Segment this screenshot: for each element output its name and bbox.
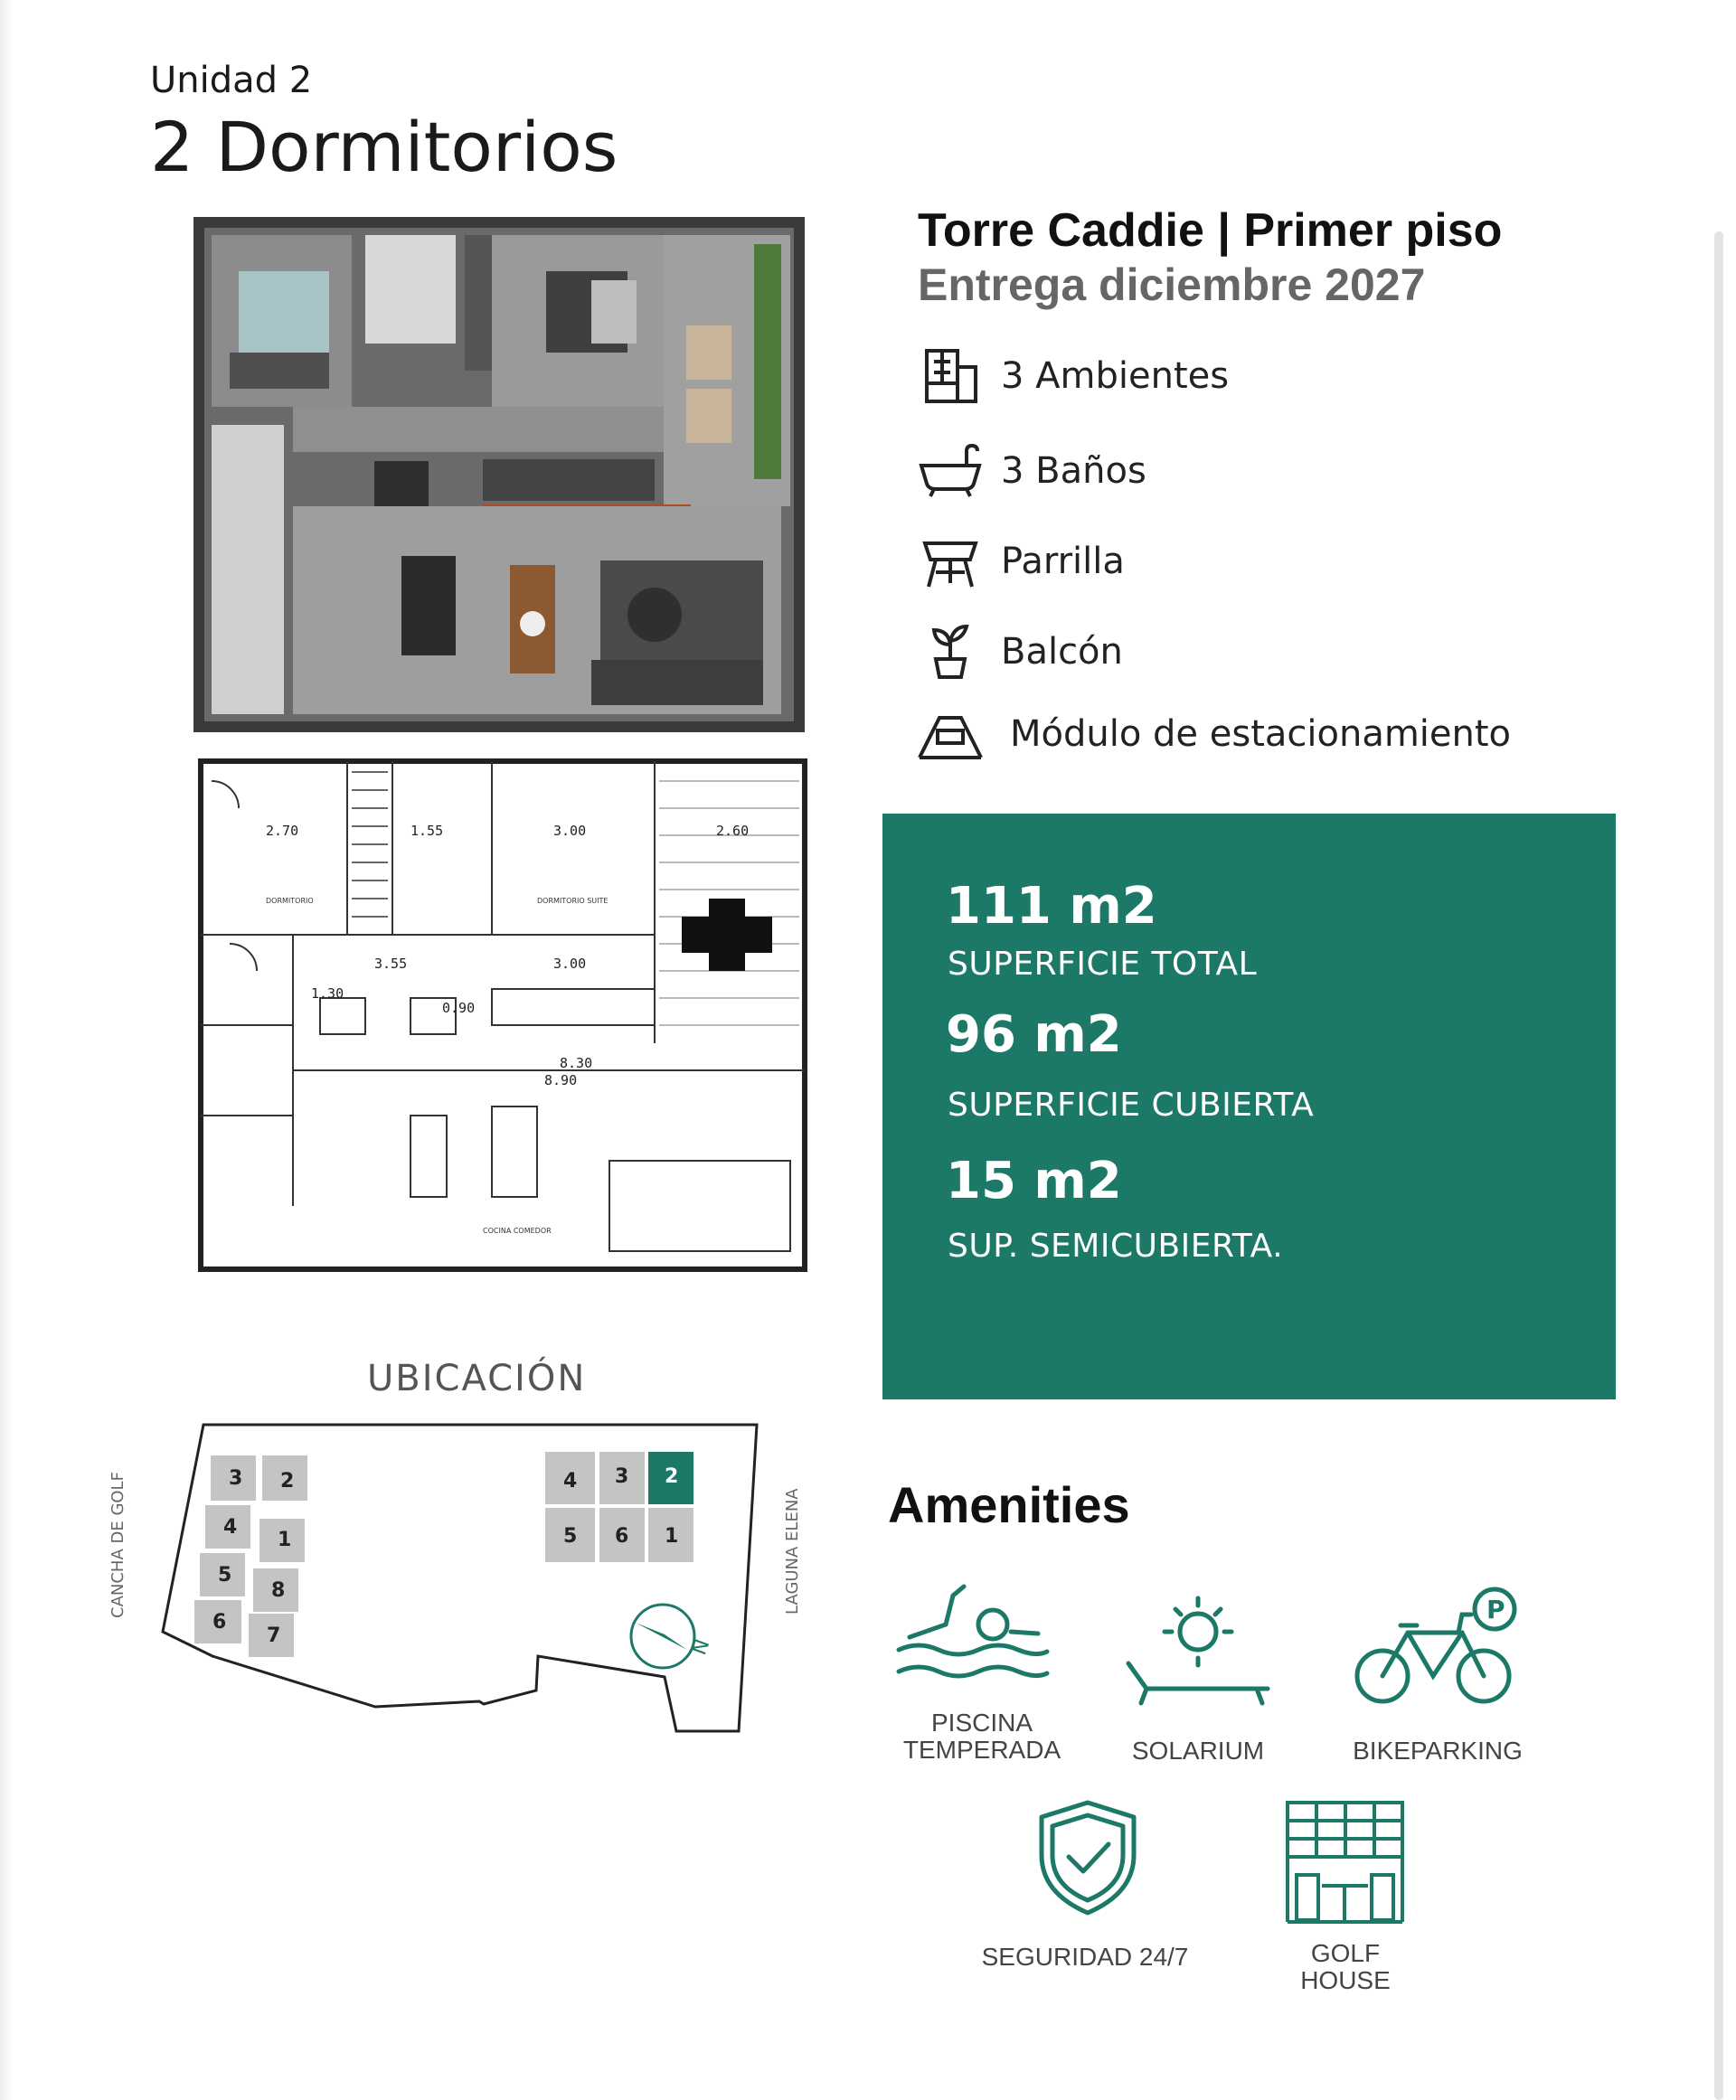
feature-estacionamiento [918,698,1511,770]
room-label: DORMITORIO [266,897,314,905]
unit-number: 1 [278,1529,292,1551]
amenity-security [1036,1799,1139,1916]
car-icon [918,705,983,763]
feature-label: Parrilla [1001,541,1125,582]
amenity-label: SEGURIDAD 24/7 [981,1943,1189,1971]
unit-number: 4 [563,1470,578,1493]
location-title: UBICACIÓN [367,1358,587,1399]
feature-label: 3 Ambientes [1001,355,1230,397]
amenity-label: SOLARIUM [1131,1737,1265,1765]
surface-total-value: 111 m2 [946,877,1157,936]
unit-number: 2 [280,1470,295,1493]
plant-icon [918,623,983,681]
unit-number: 3 [615,1465,629,1488]
unit-title: 2 Dormitorios [150,107,618,187]
unit-number: 1 [665,1525,679,1548]
pool-icon [892,1577,1054,1695]
amenity-pool [892,1577,1054,1695]
amenity-bikeparking [1352,1582,1524,1709]
lagoon-label: LAGUNA ELENA [783,1488,802,1615]
dim-label: 8.90 [544,1072,578,1088]
surface-covered-value: 96 m2 [946,1005,1122,1064]
grill-icon [918,532,983,590]
building-icon [918,347,983,405]
delivery-date: Entrega diciembre 2027 [918,259,1426,310]
dim-label: 0.90 [442,1000,476,1016]
feature-balcon [918,616,1123,688]
unit-number: 3 [229,1467,243,1490]
room-label: DORMITORIO SUITE [537,897,609,905]
solarium-icon [1121,1591,1275,1709]
surface-semicovered-label: SUP. SEMICUBIERTA. [948,1228,1284,1265]
scrollbar[interactable] [1714,231,1723,2100]
dim-label: 8.30 [560,1055,593,1071]
amenities-title: Amenities [888,1476,1130,1533]
dim-label: 2.60 [716,823,750,839]
floor-plan-render [193,217,805,732]
surface-covered-label: SUPERFICIE CUBIERTA [948,1087,1315,1124]
floor-plan-technical [193,754,812,1278]
dim-label: 3.00 [553,823,587,839]
unit-number: 8 [271,1579,286,1602]
feature-banos [918,435,1146,507]
unit-number: 6 [615,1525,629,1548]
golf-course-label: CANCHA DE GOLF [108,1472,127,1618]
golf-house-icon [1284,1799,1406,1926]
bathtub-icon [918,442,983,500]
dim-label: 1.30 [311,985,344,1002]
amenity-label: GOLF HOUSE [1300,1939,1391,1994]
dim-label: 1.55 [410,823,444,839]
amenity-golf-house [1284,1799,1406,1926]
dim-label: 2.70 [266,823,299,839]
unit-number: 4 [223,1516,238,1539]
feature-label: 3 Baños [1001,450,1146,492]
unit-number: 5 [563,1525,578,1548]
feature-ambientes [918,340,1229,412]
unit-number: 6 [212,1611,227,1634]
feature-parrilla [918,525,1125,598]
unit-label: Unidad 2 [150,60,313,101]
feature-label: Balcón [1001,631,1123,673]
shield-check-icon [1036,1799,1139,1916]
location-map [158,1419,764,1736]
amenity-label: BIKEPARKING [1353,1737,1523,1765]
unit-number: 5 [218,1564,232,1587]
dim-label: 3.00 [553,956,587,972]
dim-label: 3.55 [374,956,408,972]
tower-floor-title: Torre Caddie | Primer piso [918,204,1503,257]
unit-number-highlight: 2 [665,1465,679,1488]
feature-label: Módulo de estacionamiento [1010,713,1512,755]
surfaces-panel [882,814,1616,1399]
amenity-label: PISCINA TEMPERADA [902,1709,1061,1764]
svg-text:N: N [688,1636,715,1659]
surface-total-label: SUPERFICIE TOTAL [948,946,1258,983]
bike-parking-icon [1352,1582,1524,1709]
page-left-edge [0,0,13,2100]
amenity-solarium [1121,1591,1275,1709]
svg-text:P: P [1486,1595,1505,1624]
room-label: COCINA COMEDOR [483,1227,552,1235]
unit-number: 7 [267,1624,281,1647]
surface-semicovered-value: 15 m2 [946,1152,1122,1210]
